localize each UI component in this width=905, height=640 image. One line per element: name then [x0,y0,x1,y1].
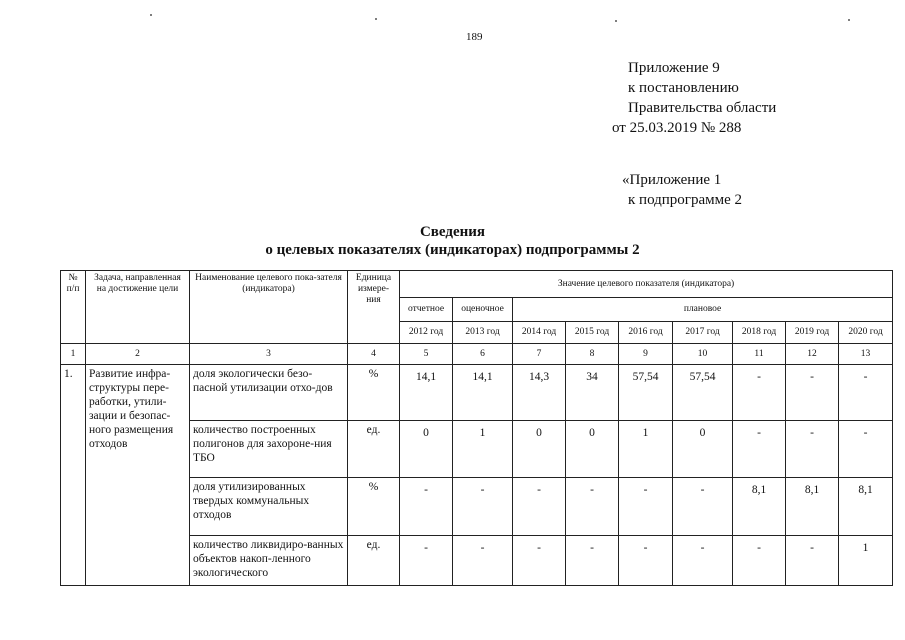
column-number: 7 [513,344,566,365]
sub-appendix-line: к подпрограмме 2 [628,192,742,208]
indicator-name: доля экологически безо-пасной утилизации отхо-дов [190,365,348,421]
value-cell: - [453,536,513,586]
value-cell: - [733,365,786,421]
header-year: 2014 год [513,322,566,344]
group-number: 1. [61,365,86,586]
value-cell: 34 [566,365,619,421]
scan-speck [150,14,152,16]
value-cell: - [566,536,619,586]
value-cell: 0 [513,421,566,478]
value-cell: - [673,536,733,586]
column-number: 2 [86,344,190,365]
value-cell: 14,3 [513,365,566,421]
scan-speck [615,20,617,22]
document-title [0,223,905,259]
sub-appendix-block [622,170,742,210]
value-cell: 1 [839,536,893,586]
value-cell: - [786,365,839,421]
header-year: 2017 год [673,322,733,344]
header-task: Задача, направленная на достижение цели [86,271,190,344]
indicator-name: количество построенных полигонов для захороне-ния ТБО [190,421,348,478]
value-cell: - [619,478,673,536]
column-number: 9 [619,344,673,365]
value-cell: - [400,478,453,536]
value-cell: - [786,421,839,478]
header-year: 2013 год [453,322,513,344]
title-line: о целевых показателях (индикаторах) подпрограммы 2 [265,242,640,258]
appendix-block [612,58,776,138]
value-cell: 1 [619,421,673,478]
column-number: 11 [733,344,786,365]
header-year: 2018 год [733,322,786,344]
indicator-unit: % [348,365,400,421]
value-cell: - [673,478,733,536]
column-number: 8 [566,344,619,365]
appendix-date: от 25.03.2019 № 288 [612,120,742,136]
appendix-line: Приложение 9 [628,60,720,76]
value-cell: - [513,478,566,536]
value-cell: - [786,536,839,586]
value-cell: 0 [566,421,619,478]
group-task: Развитие инфра-структуры пере-работки, утили-зации и безопас-ного размещения отходов [86,365,190,586]
header-planned: плановое [513,298,893,322]
header-estimated: оценочное [453,298,513,322]
value-cell: 14,1 [400,365,453,421]
appendix-line: к постановлению [628,80,739,96]
value-cell: - [733,536,786,586]
appendix-line: Правительства области [628,100,777,116]
value-cell: - [839,365,893,421]
header-indicator-name: Наименование целевого пока-зателя (индикатора) [190,271,348,344]
header-year: 2019 год [786,322,839,344]
value-cell: 14,1 [453,365,513,421]
column-number: 12 [786,344,839,365]
value-cell: 0 [673,421,733,478]
sub-appendix-line: «Приложение 1 [622,172,722,188]
header-reported: отчетное [400,298,453,322]
header-year: 2015 год [566,322,619,344]
title-line: Сведения [419,224,486,240]
header-unit: Единица измере-ния [348,271,400,344]
column-number: 10 [673,344,733,365]
column-number: 5 [400,344,453,365]
table-row [61,365,893,421]
value-cell: 57,54 [619,365,673,421]
indicator-unit: % [348,478,400,536]
indicator-name: доля утилизированных твердых коммунальных отходов [190,478,348,536]
value-cell: 8,1 [839,478,893,536]
value-cell: 57,54 [673,365,733,421]
header-value: Значение целевого показателя (индикатора) [400,271,893,298]
column-number: 3 [190,344,348,365]
indicator-name: количество ликвидиро-ванных объектов накоп-ленного экологического [190,536,348,586]
header-year: 2020 год [839,322,893,344]
header-year: 2016 год [619,322,673,344]
value-cell: 1 [453,421,513,478]
value-cell: 8,1 [786,478,839,536]
column-number: 1 [61,344,86,365]
scan-speck [375,18,377,20]
value-cell: - [566,478,619,536]
column-number: 4 [348,344,400,365]
value-cell: - [453,478,513,536]
value-cell: 8,1 [733,478,786,536]
column-number: 13 [839,344,893,365]
value-cell: - [839,421,893,478]
indicator-unit: ед. [348,421,400,478]
header-num: № п/п [61,271,86,344]
column-number-row [61,344,893,365]
column-number: 6 [453,344,513,365]
indicator-unit: ед. [348,536,400,586]
value-cell: 0 [400,421,453,478]
header-year: 2012 год [400,322,453,344]
page-number: 189 [466,31,483,43]
scan-speck [848,19,850,21]
value-cell: - [513,536,566,586]
value-cell: - [400,536,453,586]
value-cell: - [733,421,786,478]
value-cell: - [619,536,673,586]
indicators-table [60,270,893,586]
